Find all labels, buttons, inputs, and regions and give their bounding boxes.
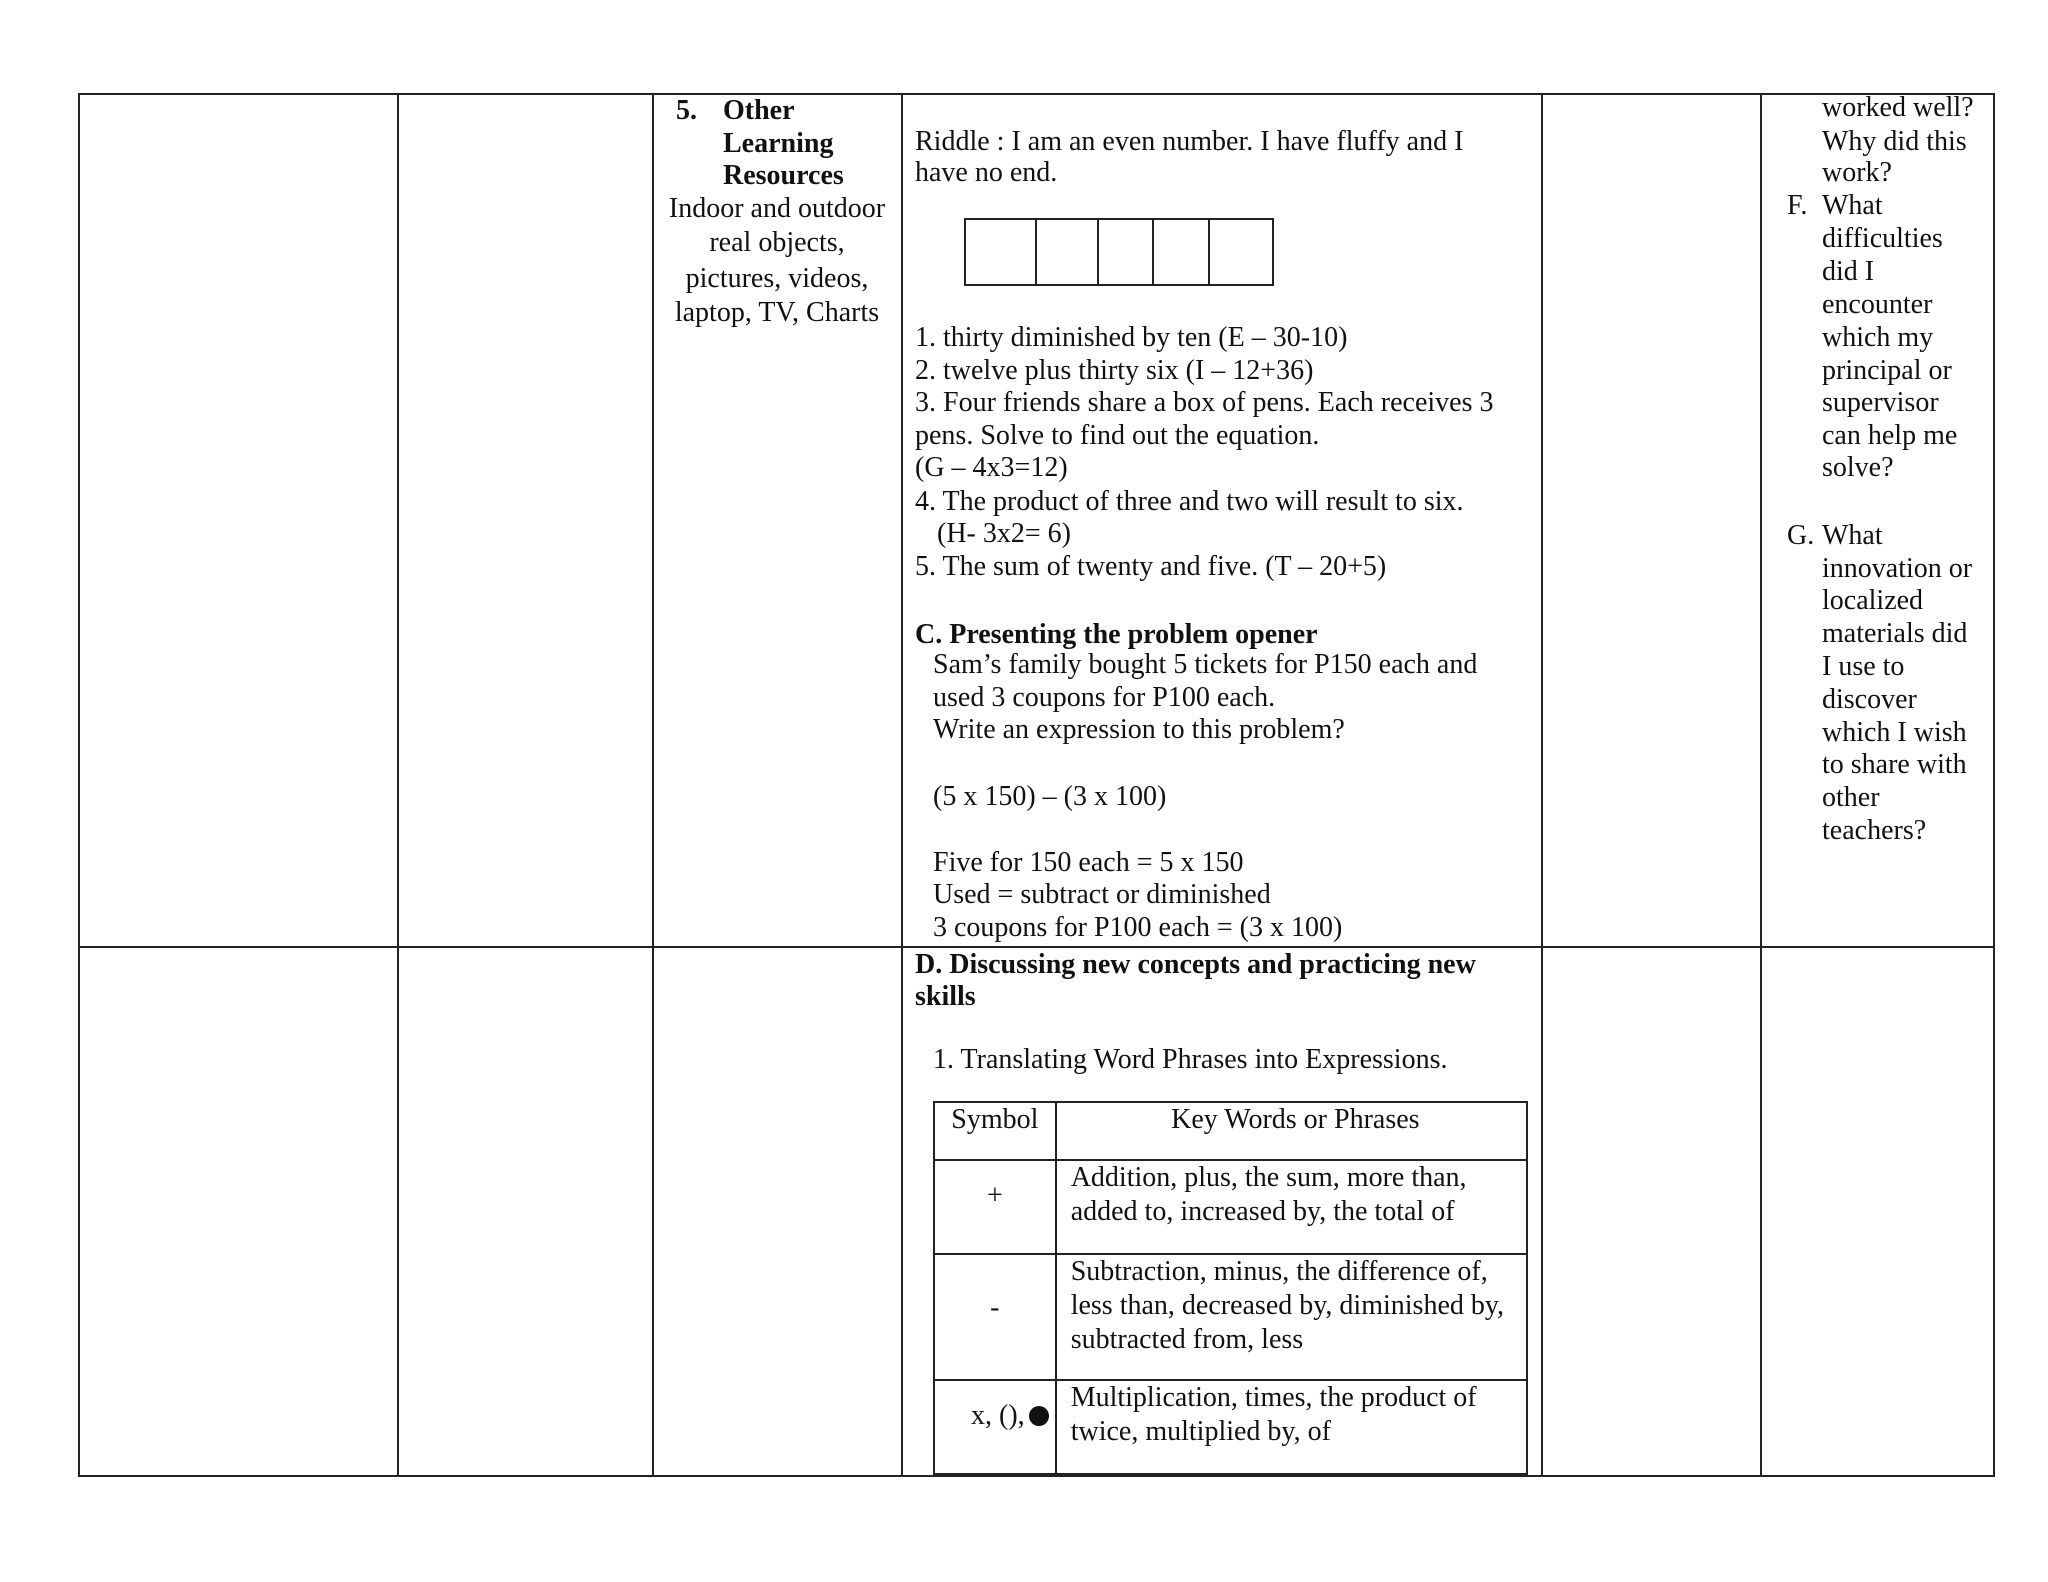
riddle-item: 5. The sum of twenty and five. (T – 20+5) [915,551,1387,582]
item-f-line: solve? [1822,452,1894,483]
item-g-line: localized [1822,585,1924,616]
riddle-item: 4. The product of three and two will result to six. [915,486,1464,517]
item-g-line: other [1822,782,1880,813]
column-divider-2 [652,93,654,1477]
section-d-subheading: 1. Translating Word Phrases into Expressions. [933,1044,1448,1075]
section-c-heading: C. Presenting the problem opener [915,619,1318,650]
riddle-item: pens. Solve to find out the equation. [915,420,1320,451]
item-g-line: I use to [1822,651,1905,682]
keywords-line: Multiplication, times, the product of [1070,1382,1477,1413]
problem-line: used 3 coupons for P100 each. [933,682,1276,713]
header-symbol: Symbol [934,1102,1056,1160]
section-d-heading: D. Discussing new concepts and practicing new [915,949,1476,980]
table-row [934,1160,1527,1254]
riddle-item: 3. Four friends share a box of pens. Each receives 3 [915,387,1494,418]
item-g-line: innovation or [1822,553,1973,584]
expression: (5 x 150) – (3 x 100) [933,781,1167,812]
item-g-letter: G. [1787,520,1815,551]
resources-body-line: pictures, videos, [685,263,869,294]
bullet-dot-icon [1029,1406,1049,1426]
table-row [934,1102,1527,1160]
problem-line: Sam’s family bought 5 tickets for P150 each and [933,649,1478,680]
symbol-cell: - [934,1254,1056,1380]
resources-number: 5. [676,95,697,126]
explain-line: 3 coupons for P100 each = (3 x 100) [933,912,1343,943]
item-f-line: can help me [1822,420,1958,451]
resources-heading-line: Resources [723,160,844,191]
item-f-line: did I [1822,256,1875,287]
riddle-line: have no end. [915,157,1058,188]
keywords-line: added to, increased by, the total of [1070,1196,1455,1227]
riddle-line: Riddle : I am an even number. I have fluffy and I [915,126,1464,157]
item-f-line: difficulties [1822,223,1943,254]
table-left-border [78,93,80,1477]
item-f-line: What [1822,190,1883,221]
section-d-heading: skills [915,981,976,1012]
resources-body-line: laptop, TV, Charts [674,297,880,328]
item-f-line: principal or [1822,355,1952,386]
item-g-line: which I wish [1822,717,1967,748]
riddle-item: 2. twelve plus thirty six (I – 12+36) [915,355,1314,386]
riddle-item: (H- 3x2= 6) [937,518,1071,549]
keywords-cell [1056,1160,1527,1254]
item-f-line: which my [1822,322,1934,353]
answer-box [964,218,1037,286]
column-divider-1 [397,93,399,1477]
column-divider-3 [901,93,903,1477]
resources-body-line: Indoor and outdoor [668,193,886,224]
explain-line: Five for 150 each = 5 x 150 [933,847,1244,878]
reflection-top-line: Why did this [1822,126,1967,157]
resources-heading-line: Learning [723,128,834,159]
keywords-line: Subtraction, minus, the difference of, [1070,1256,1488,1287]
problem-line: Write an expression to this problem? [933,714,1345,745]
item-f-line: encounter [1822,289,1933,320]
answer-box [1097,218,1154,286]
reflection-top-line: worked well? [1822,92,1974,123]
reflection-top-line: work? [1822,157,1892,188]
key-words-table [933,1101,1528,1475]
answer-box [1035,218,1099,286]
item-f-line: supervisor [1822,387,1939,418]
keywords-line: Addition, plus, the sum, more than, [1070,1162,1467,1193]
symbol-cell [934,1380,1056,1474]
item-g-line: teachers? [1822,815,1927,846]
riddle-item: 1. thirty diminished by ten (E – 30-10) [915,322,1348,353]
table-bottom-border [78,1475,1995,1477]
table-row [934,1254,1527,1380]
item-g-line: to share with [1822,749,1967,780]
table-right-border [1993,93,1995,1477]
answer-box [1152,218,1210,286]
resources-body-line: real objects, [709,227,845,258]
keywords-line: twice, multiplied by, of [1070,1416,1331,1447]
symbol-text: x, (), [971,1400,1025,1431]
keywords-cell [1056,1380,1527,1474]
column-divider-5 [1760,93,1762,1477]
item-f-letter: F. [1787,190,1808,221]
item-g-line: materials did [1822,618,1968,649]
explain-line: Used = subtract or diminished [933,879,1271,910]
riddle-item: (G – 4x3=12) [915,452,1068,483]
table-top-border [78,93,1995,95]
keywords-line: less than, decreased by, diminished by, [1070,1290,1505,1321]
item-g-line: What [1822,520,1883,551]
symbol-cell: + [934,1160,1056,1254]
answer-box [1208,218,1274,286]
table-row [934,1380,1527,1474]
header-keywords: Key Words or Phrases [1056,1102,1527,1160]
item-g-line: discover [1822,684,1917,715]
table-row-divider [78,946,1995,948]
resources-heading-line: Other [723,95,795,126]
column-divider-4 [1541,93,1543,1477]
keywords-line: subtracted from, less [1070,1324,1304,1355]
keywords-cell [1056,1254,1527,1380]
